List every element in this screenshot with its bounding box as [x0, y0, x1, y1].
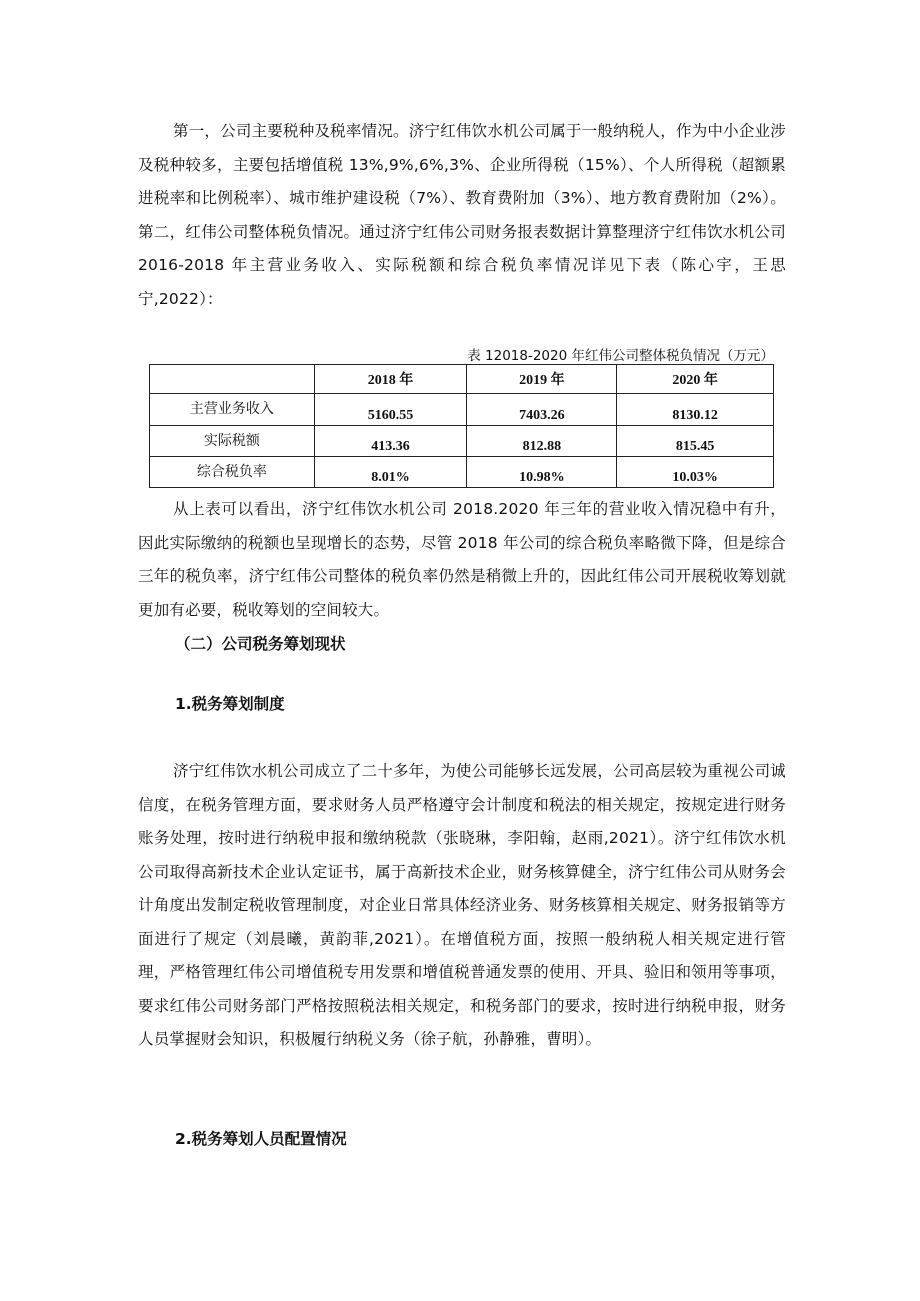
- table-cell: 815.45: [617, 426, 774, 457]
- table-cell: 10.03%: [617, 457, 774, 488]
- table-cell: 10.98%: [467, 457, 617, 488]
- table-caption: 表 12018-2020 年红伟公司整体税负情况（万元）: [467, 348, 774, 364]
- paragraph-planning-system: 济宁红伟饮水机公司成立了二十多年，为使公司能够长远发展，公司高层较为重视公司诚信度，在税务管理方面，要求财务人员严格遵守会计制度和税法的相关规定，按规定进行财务账务处理，按时进行纳税申报和缴纳税款（张晓琳，李阳翰，赵雨,2021）。济宁红伟饮水机公司取得高新技术企业认定证书，属于高新技术企业，财务核算健全，济宁红伟公司从财务会计角度出发制定税收管理制度，对企业日常具体经济业务、财务核算相关规定、财务报销等方面进行了规定（刘晨曦，黄韵菲,2021）。在增值税方面，按照一般纳税人相关规定进行管理，严格管理红伟公司增值税专用发票和增值税普通发票的使用、开具、验旧和领用等事项，要求红伟公司财务部门严格按照税法相关规定，和税务部门的要求，按时进行纳税申报，财务人员掌握财会知识，积极履行纳税义务（徐子航，孙静雅，曹明）。: [138, 762, 786, 1048]
- table-row: [150, 394, 774, 426]
- row-label-tax-rate: 综合税负率: [150, 457, 315, 488]
- paragraph-tax-overview: 第一，公司主要税种及税率情况。济宁红伟饮水机公司属于一般纳税人，作为中小企业涉及税种较多，主要包括增值税 13%,9%,6%,3%、企业所得税（15%）、个人所得税（超额累进税率和比例税率）、城市维护建设税（7%）、教育费附加（3%）、地方教育费附加（2%）。第二，红伟公司整体税负情况。通过济宁红伟公司财务报表数据计算整理济宁红伟饮水机公司 2016-2018 年主营业务收入、实际税额和综合税负率情况详见下表（陈心宇，王思宁,2022）：: [138, 122, 786, 308]
- table-cell: 5160.55: [314, 394, 467, 426]
- row-label-revenue: 主营业务收入: [150, 394, 315, 426]
- section-heading: （二）公司税务筹划现状: [175, 635, 346, 653]
- table-row: [150, 457, 774, 488]
- row-label-actual-tax: 实际税额: [150, 426, 315, 457]
- table-cell: 7403.26: [467, 394, 617, 426]
- table-header-2020: 2020 年: [617, 365, 774, 394]
- table-cell: 8130.12: [617, 394, 774, 426]
- subsection-heading-system: 1.税务筹划制度: [175, 695, 285, 713]
- table-cell: 812.88: [467, 426, 617, 457]
- subsection-heading-staffing: 2.税务筹划人员配置情况: [175, 1130, 347, 1148]
- table-cell: 413.36: [314, 426, 467, 457]
- table-header-row: [150, 365, 774, 394]
- table-header-2019: 2019 年: [467, 365, 617, 394]
- table-cell: 8.01%: [314, 457, 467, 488]
- paragraph-table-analysis: 从上表可以看出，济宁红伟饮水机公司 2018.2020 年三年的营业收入情况稳中有升，因此实际缴纳的税额也呈现增长的态势，尽管 2018 年公司的综合税负率略微下降，但是综合三年的税负率，济宁红伟公司整体的税负率仍然是稍微上升的，因此红伟公司开展税收筹划就更加有必要，税收筹划的空间较大。: [138, 500, 786, 619]
- table-row: [150, 426, 774, 457]
- table-header-2018: 2018 年: [314, 365, 467, 394]
- tax-burden-table: [149, 364, 774, 488]
- table-header-empty: [150, 365, 315, 394]
